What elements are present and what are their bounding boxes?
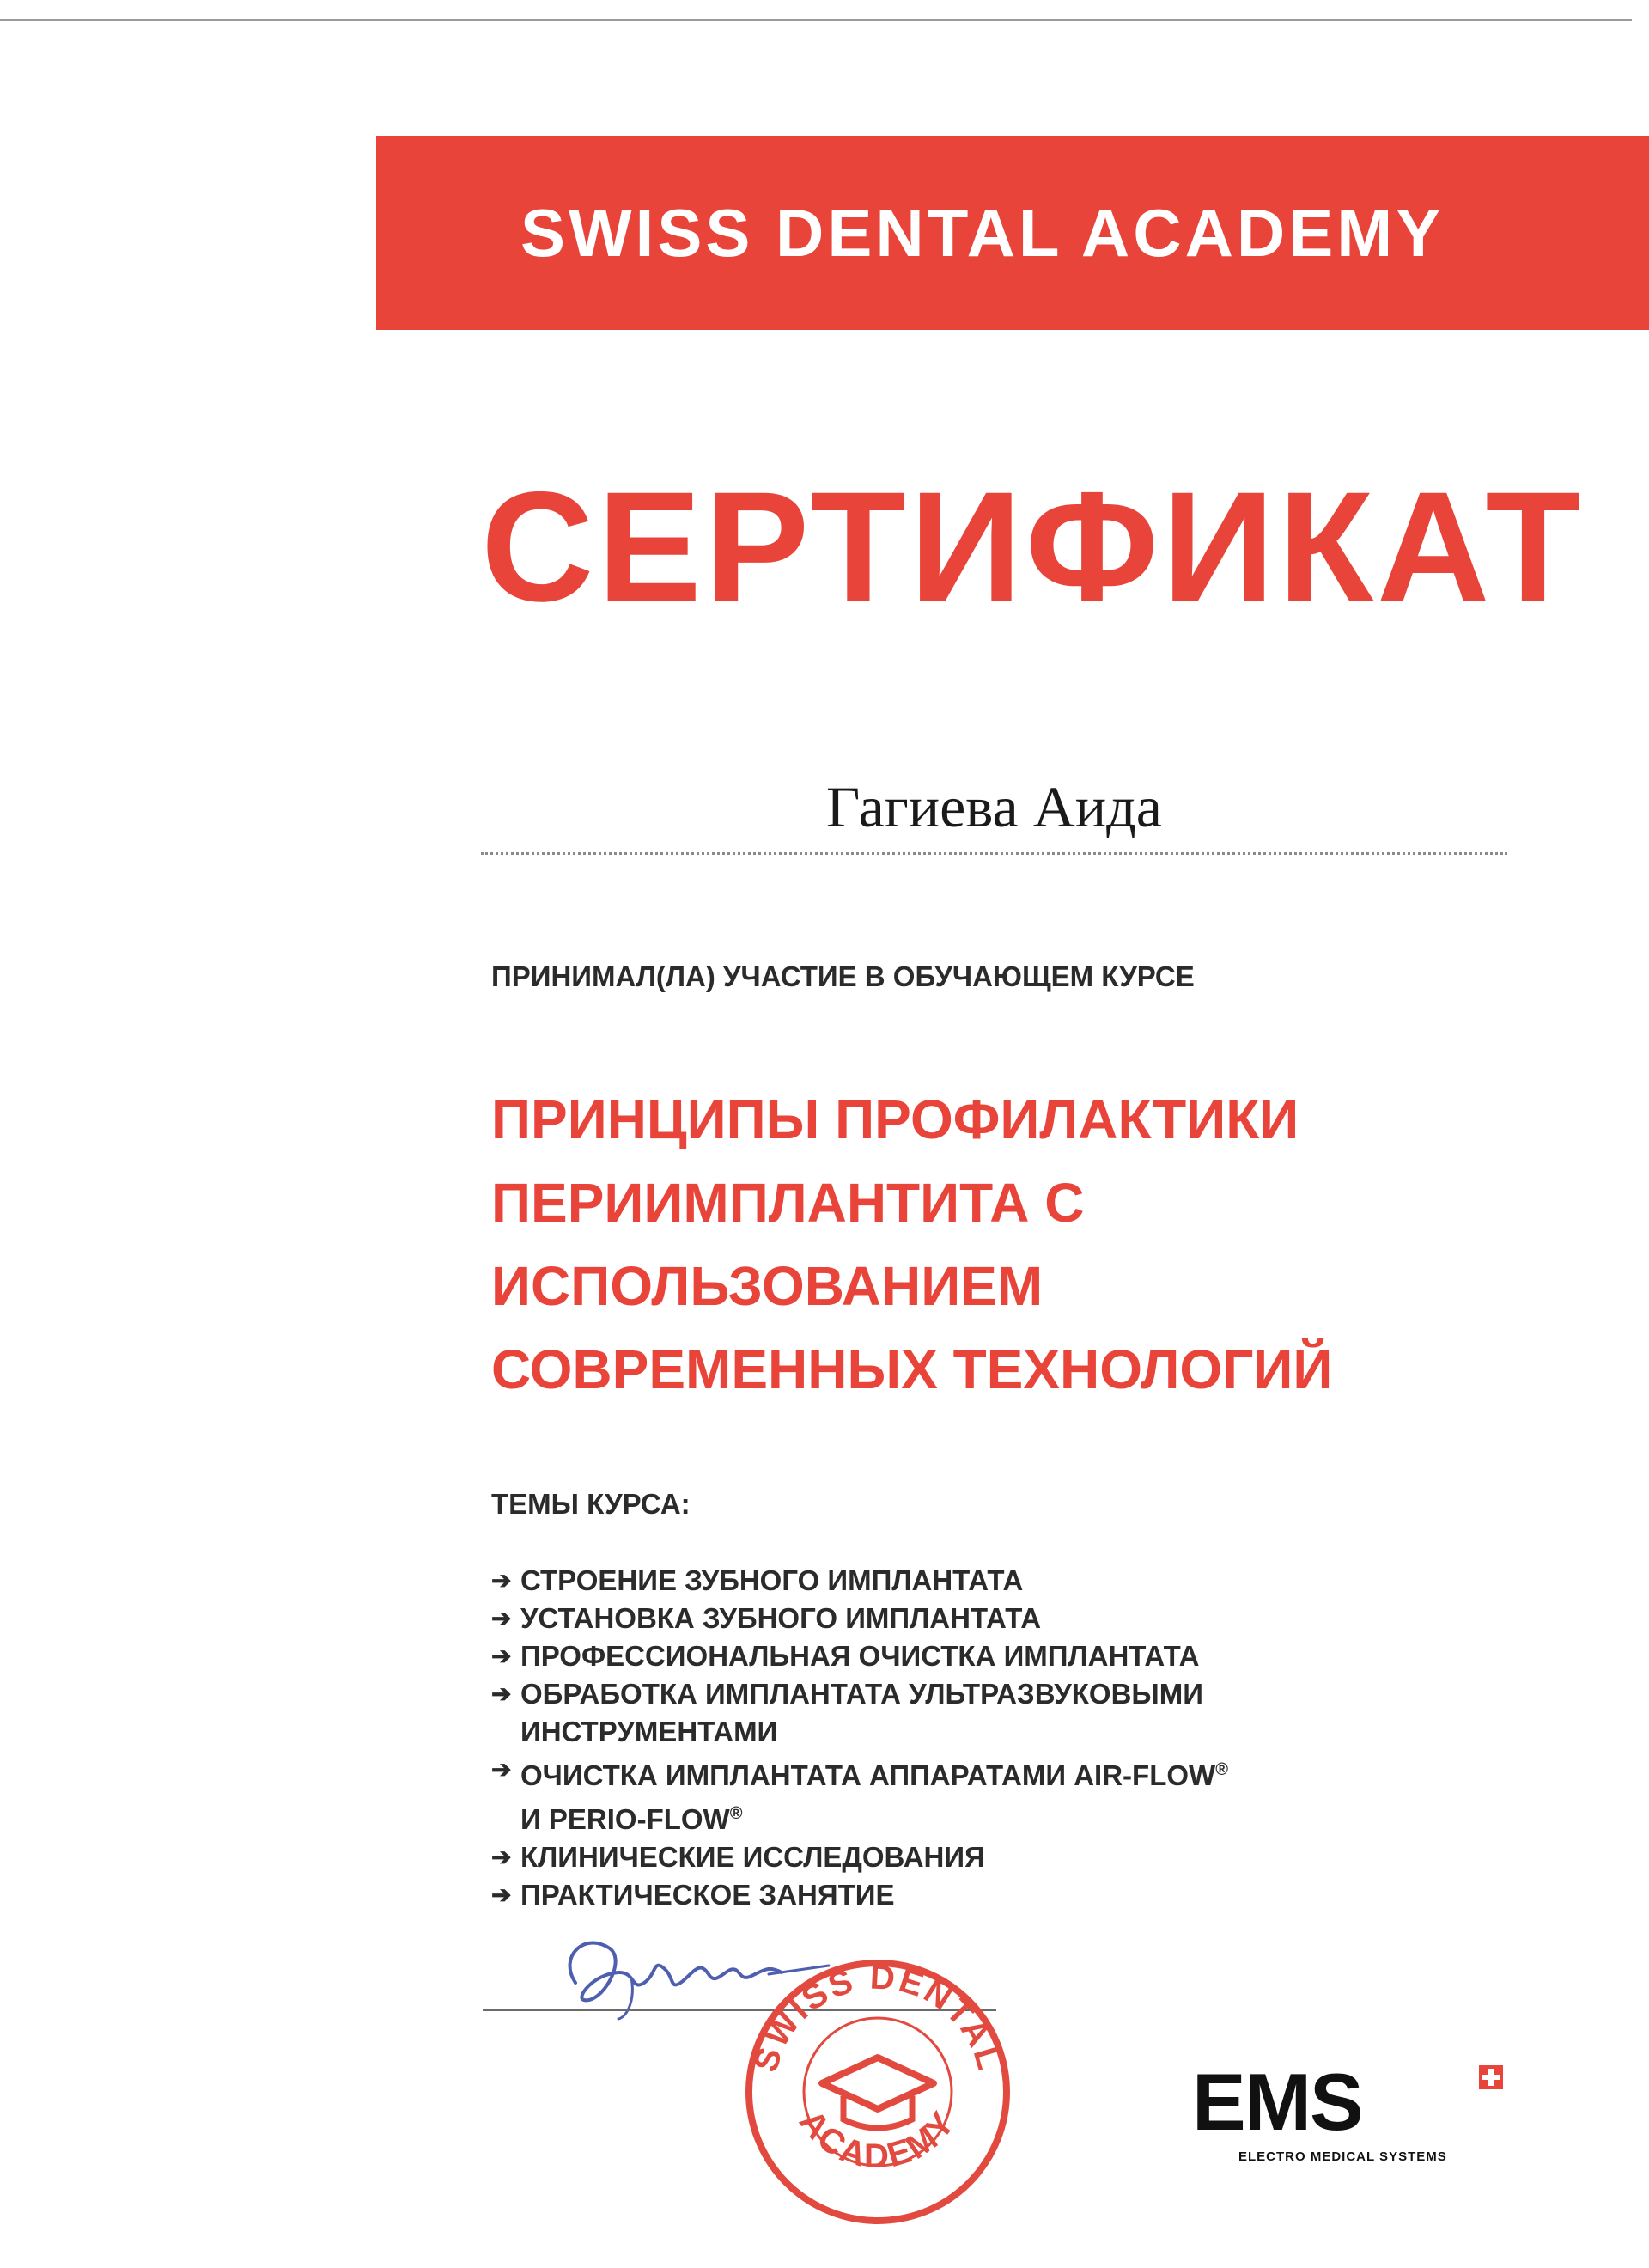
topic-text: ОБРАБОТКА ИМПЛАНТАТА УЛЬТРАЗВУКОВЫМИ xyxy=(520,1678,1203,1710)
stamp-bottom-text: ACADEMY xyxy=(792,2103,964,2175)
top-rule xyxy=(0,19,1632,21)
topic-text-part: И PERIO-FLOW xyxy=(520,1803,730,1835)
swiss-cross-icon xyxy=(1479,2065,1503,2089)
recipient-name: Гагиева Аида xyxy=(826,774,1162,839)
topics-list xyxy=(491,1562,1228,1914)
topic-item xyxy=(491,1562,1228,1600)
course-title-line: СОВРЕМЕННЫХ ТЕХНОЛОГИЙ xyxy=(491,1338,1333,1400)
course-title-line: ИСПОЛЬЗОВАНИЕМ xyxy=(491,1255,1044,1317)
recipient-underline xyxy=(481,852,1507,855)
arrow-icon: ➔ xyxy=(491,1844,512,1870)
topic-item xyxy=(491,1675,1228,1713)
topic-item xyxy=(491,1637,1228,1675)
topic-item xyxy=(491,1838,1228,1876)
ems-logo xyxy=(1192,2057,1494,2164)
topic-text: ПРОФЕССИОНАЛЬНАЯ ОЧИСТКА ИМПЛАНТАТА xyxy=(520,1640,1200,1672)
registered-mark: ® xyxy=(1215,1760,1228,1779)
graduation-cap-icon xyxy=(822,2058,934,2128)
ems-subtitle: ELECTRO MEDICAL SYSTEMS xyxy=(1238,2149,1447,2164)
svg-text:ACADEMY xyxy=(792,2103,964,2175)
topic-text: ПРАКТИЧЕСКОЕ ЗАНЯТИЕ xyxy=(520,1879,895,1911)
topic-text: СТРОЕНИЕ ЗУБНОГО ИМПЛАНТАТА xyxy=(520,1564,1024,1596)
topic-text: УСТАНОВКА ЗУБНОГО ИМПЛАНТАТА xyxy=(520,1602,1042,1634)
topic-item xyxy=(491,1751,1228,1795)
arrow-icon: ➔ xyxy=(491,1643,512,1669)
course-title-line: ПРИНЦИПЫ ПРОФИЛАКТИКИ xyxy=(491,1088,1299,1150)
arrow-icon: ➔ xyxy=(491,1756,512,1783)
topic-item-continuation xyxy=(491,1713,1228,1751)
arrow-icon: ➔ xyxy=(491,1605,512,1631)
arrow-icon: ➔ xyxy=(491,1567,512,1594)
topic-item xyxy=(491,1876,1228,1914)
academy-banner xyxy=(376,136,1649,330)
topic-item-continuation xyxy=(491,1795,1228,1838)
registered-mark: ® xyxy=(729,1804,743,1823)
ems-logo-text: EMS xyxy=(1192,2057,1362,2147)
stamp-top-text: SWISS DENTAL xyxy=(746,1958,1009,2076)
course-title-line: ПЕРИИМПЛАНТИТА С xyxy=(491,1172,1085,1234)
academy-stamp xyxy=(740,1954,1015,2229)
topic-text: ИНСТРУМЕНТАМИ xyxy=(520,1716,778,1747)
academy-name: SWISS DENTAL ACADEMY xyxy=(520,194,1445,271)
course-title xyxy=(491,1078,1332,1411)
topic-item xyxy=(491,1600,1228,1637)
certificate-title: СЕРТИФИКАТ xyxy=(481,459,1585,634)
topic-text-part: ОЧИСТКА ИМПЛАНТАТА АППАРАТАМИ AIR-FLOW xyxy=(520,1759,1216,1791)
topic-text xyxy=(520,1795,742,1838)
topic-text: КЛИНИЧЕСКИЕ ИССЛЕДОВАНИЯ xyxy=(520,1841,985,1873)
participation-text: ПРИНИМАЛ(ЛА) УЧАСТИЕ В ОБУЧАЮЩЕМ КУРСЕ xyxy=(491,960,1195,992)
arrow-icon: ➔ xyxy=(491,1680,512,1707)
topic-text xyxy=(520,1751,1228,1795)
arrow-icon: ➔ xyxy=(491,1881,512,1908)
topics-heading: ТЕМЫ КУРСА: xyxy=(491,1488,691,1520)
